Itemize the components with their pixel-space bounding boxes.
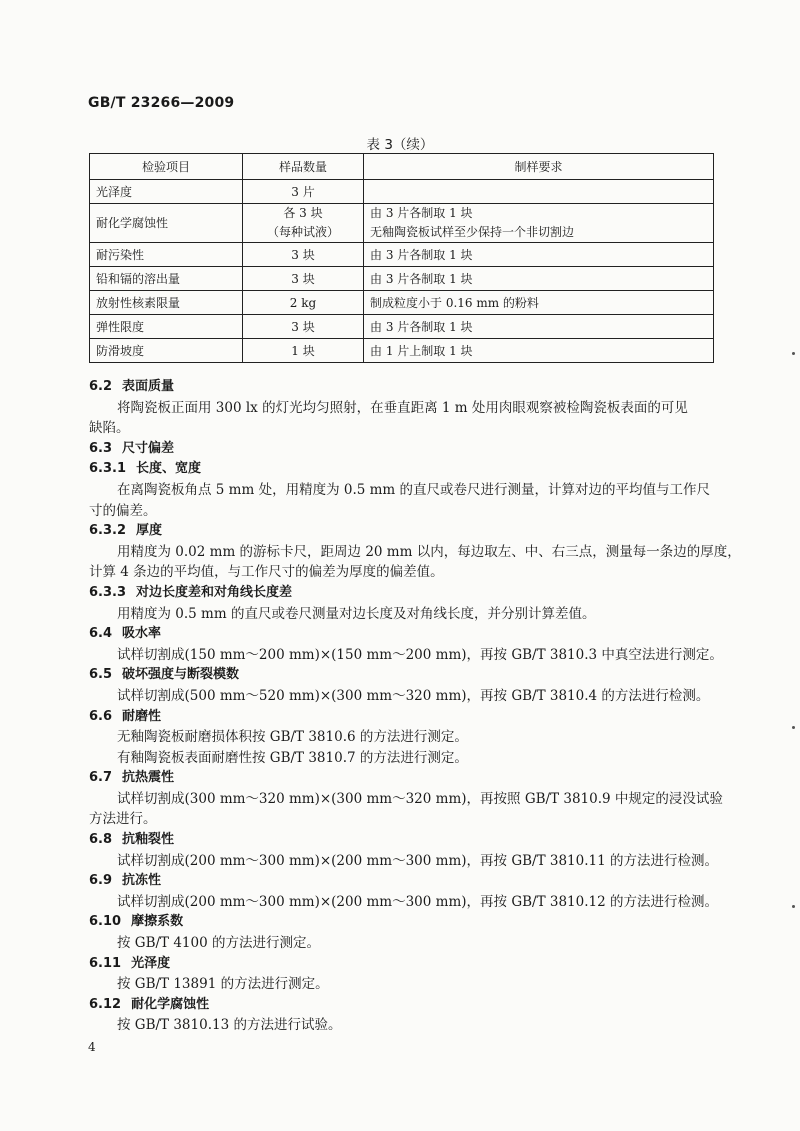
cell-sample-quantity [243,267,364,291]
section-heading [89,830,714,851]
table-row [90,204,714,243]
cell-inspection-item: 铅和镉的溶出量 [90,267,243,291]
section-heading [89,912,714,933]
cell-inspection-item: 光泽度 [90,180,243,204]
paragraph-line: 试样切割成(200 mm～300 mm)×(200 mm～300 mm)，再按 GB/T 3810.11 的方法进行检测。 [117,852,718,869]
table-row [90,339,714,363]
quantity-line: 1 块 [291,344,315,358]
table-row [90,180,714,204]
section-title: 抗冻性 [122,873,162,889]
quantity-line: （每种试液） [266,225,339,239]
cell-preparation-requirement [364,315,714,339]
cell-inspection-item: 耐化学腐蚀性 [90,204,243,243]
table-caption: 表 3（续） [366,137,434,153]
paragraph-line: 按 GB/T 4100 的方法进行测定。 [117,935,320,952]
standard-code: GB/T 23266—2009 [88,95,235,111]
table-row [90,315,714,339]
requirement-line: 由 1 片上制取 1 块 [370,344,473,358]
paragraph-line: 方法进行。 [89,811,157,828]
section-heading [89,665,714,686]
quantity-line: 2 kg [289,295,317,310]
section-title: 光泽度 [131,955,171,971]
paragraph-line: 将陶瓷板正面用 300 lx 的灯光均匀照射，在垂直距离 1 m 处用肉眼观察被检陶瓷板表面的可见 [117,399,688,416]
section-number: 6.8 [89,832,113,848]
requirement-line: 制成粒度小于 0.16 mm 的粉料 [370,296,539,310]
scan-speck [792,905,795,908]
cell-sample-quantity [243,291,364,315]
section-number: 6.3.3 [89,584,127,600]
section-title: 摩擦系数 [131,914,184,930]
cell-sample-quantity [243,315,364,339]
section-title: 抗热震性 [122,770,175,786]
section-heading [89,954,714,975]
section-title: 吸水率 [122,626,162,642]
table-row [90,291,714,315]
cell-sample-quantity [243,243,364,267]
page-number: 4 [88,1040,96,1054]
section-heading [89,871,714,892]
section-heading [89,583,714,604]
cell-preparation-requirement [364,339,714,363]
scan-speck [792,726,795,729]
section-heading [89,459,714,480]
cell-sample-quantity [243,204,364,243]
section-number: 6.3 [89,440,113,456]
column-header-quantity: 样品数量 [243,154,364,180]
quantity-line: 3 块 [291,248,315,262]
section-number: 6.12 [89,996,122,1012]
table-header-row [90,154,714,180]
section-number: 6.3.2 [89,523,127,539]
paragraph-line: 缺陷。 [89,420,130,437]
section-title: 尺寸偏差 [122,440,175,456]
paragraph-line: 试样切割成(150 mm～200 mm)×(150 mm～200 mm)，再按 GB/T 3810.3 中真空法进行测定。 [117,646,723,663]
section-number: 6.10 [89,914,122,930]
paragraph-line: 试样切割成(200 mm～300 mm)×(200 mm～300 mm)，再按 GB/T 3810.12 的方法进行检测。 [117,893,718,910]
section-heading [89,521,714,542]
requirement-line: 无釉陶瓷板试样至少保持一个非切割边 [370,225,575,239]
section-title: 耐磨性 [122,708,162,724]
cell-inspection-item: 弹性限度 [90,315,243,339]
paragraph-line: 寸的偏差。 [89,502,157,519]
cell-inspection-item: 放射性核素限量 [90,291,243,315]
section-heading [89,624,714,645]
section-title: 厚度 [136,523,163,539]
section-number: 6.6 [89,708,113,724]
column-header-item: 检验项目 [90,154,243,180]
table-row [90,267,714,291]
cell-preparation-requirement [364,243,714,267]
requirement-line: 由 3 片各制取 1 块 [370,248,473,262]
section-heading [89,995,714,1016]
cell-inspection-item: 耐污染性 [90,243,243,267]
paragraph-line: 无釉陶瓷板耐磨损体积按 GB/T 3810.6 的方法进行测定。 [117,729,468,746]
section-number: 6.4 [89,626,113,642]
section-number: 6.3.1 [89,461,127,477]
paragraph-line: 试样切割成(500 mm～520 mm)×(300 mm～320 mm)，再按 GB/T 3810.4 的方法进行检测。 [117,687,710,704]
cell-preparation-requirement [364,204,714,243]
paragraph-line: 按 GB/T 3810.13 的方法进行试验。 [117,1017,342,1034]
requirement-line: 由 3 片各制取 1 块 [370,206,473,220]
section-title: 耐化学腐蚀性 [131,996,210,1012]
column-header-requirement: 制样要求 [364,154,714,180]
section-number: 6.9 [89,873,113,889]
paragraph-line: 试样切割成(300 mm～320 mm)×(300 mm～320 mm)，再按照 GB/T 3810.9 中规定的浸没试验 [117,790,723,807]
section-number: 6.11 [89,955,122,971]
requirement-line: 由 3 片各制取 1 块 [370,272,473,286]
requirement-line: 由 3 片各制取 1 块 [370,320,473,334]
table-row [90,243,714,267]
quantity-line: 各 3 块 [283,206,323,220]
paragraph-line: 按 GB/T 13891 的方法进行测定。 [117,976,329,993]
document-body [89,377,741,1036]
section-heading [89,377,714,398]
cell-sample-quantity [243,180,364,204]
section-title: 对边长度差和对角线长度差 [136,584,293,600]
section-heading [89,768,714,789]
sample-requirements-table [89,153,714,363]
section-number: 6.7 [89,770,113,786]
section-title: 破坏强度与断裂模数 [122,667,240,683]
cell-preparation-requirement [364,267,714,291]
cell-sample-quantity [243,339,364,363]
quantity-line: 3 块 [291,320,315,334]
section-title: 抗釉裂性 [122,832,175,848]
section-heading [89,707,714,728]
section-number: 6.5 [89,667,113,683]
cell-inspection-item: 防滑坡度 [90,339,243,363]
paragraph-line: 用精度为 0.5 mm 的直尺或卷尺测量对边长度及对角线长度，并分别计算差值。 [117,605,596,622]
section-title: 长度、宽度 [136,461,202,477]
paragraph-line: 计算 4 条边的平均值，与工作尺寸的偏差为厚度的偏差值。 [89,564,444,581]
paragraph-line: 用精度为 0.02 mm 的游标卡尺，距周边 20 mm 以内，每边取左、中、右三点，测量每一条边的厚度， [117,543,741,560]
cell-preparation-requirement [364,291,714,315]
quantity-line: 3 块 [291,272,315,286]
cell-preparation-requirement [364,180,714,204]
section-heading [89,439,714,460]
quantity-line: 3 片 [291,185,315,199]
paragraph-line: 在离陶瓷板角点 5 mm 处，用精度为 0.5 mm 的直尺或卷尺进行测量，计算对边的平均值与工作尺 [117,481,711,498]
paragraph-line: 有釉陶瓷板表面耐磨性按 GB/T 3810.7 的方法进行测定。 [117,749,468,766]
section-number: 6.2 [89,379,113,394]
scan-speck [792,352,795,355]
section-title: 表面质量 [122,379,175,394]
